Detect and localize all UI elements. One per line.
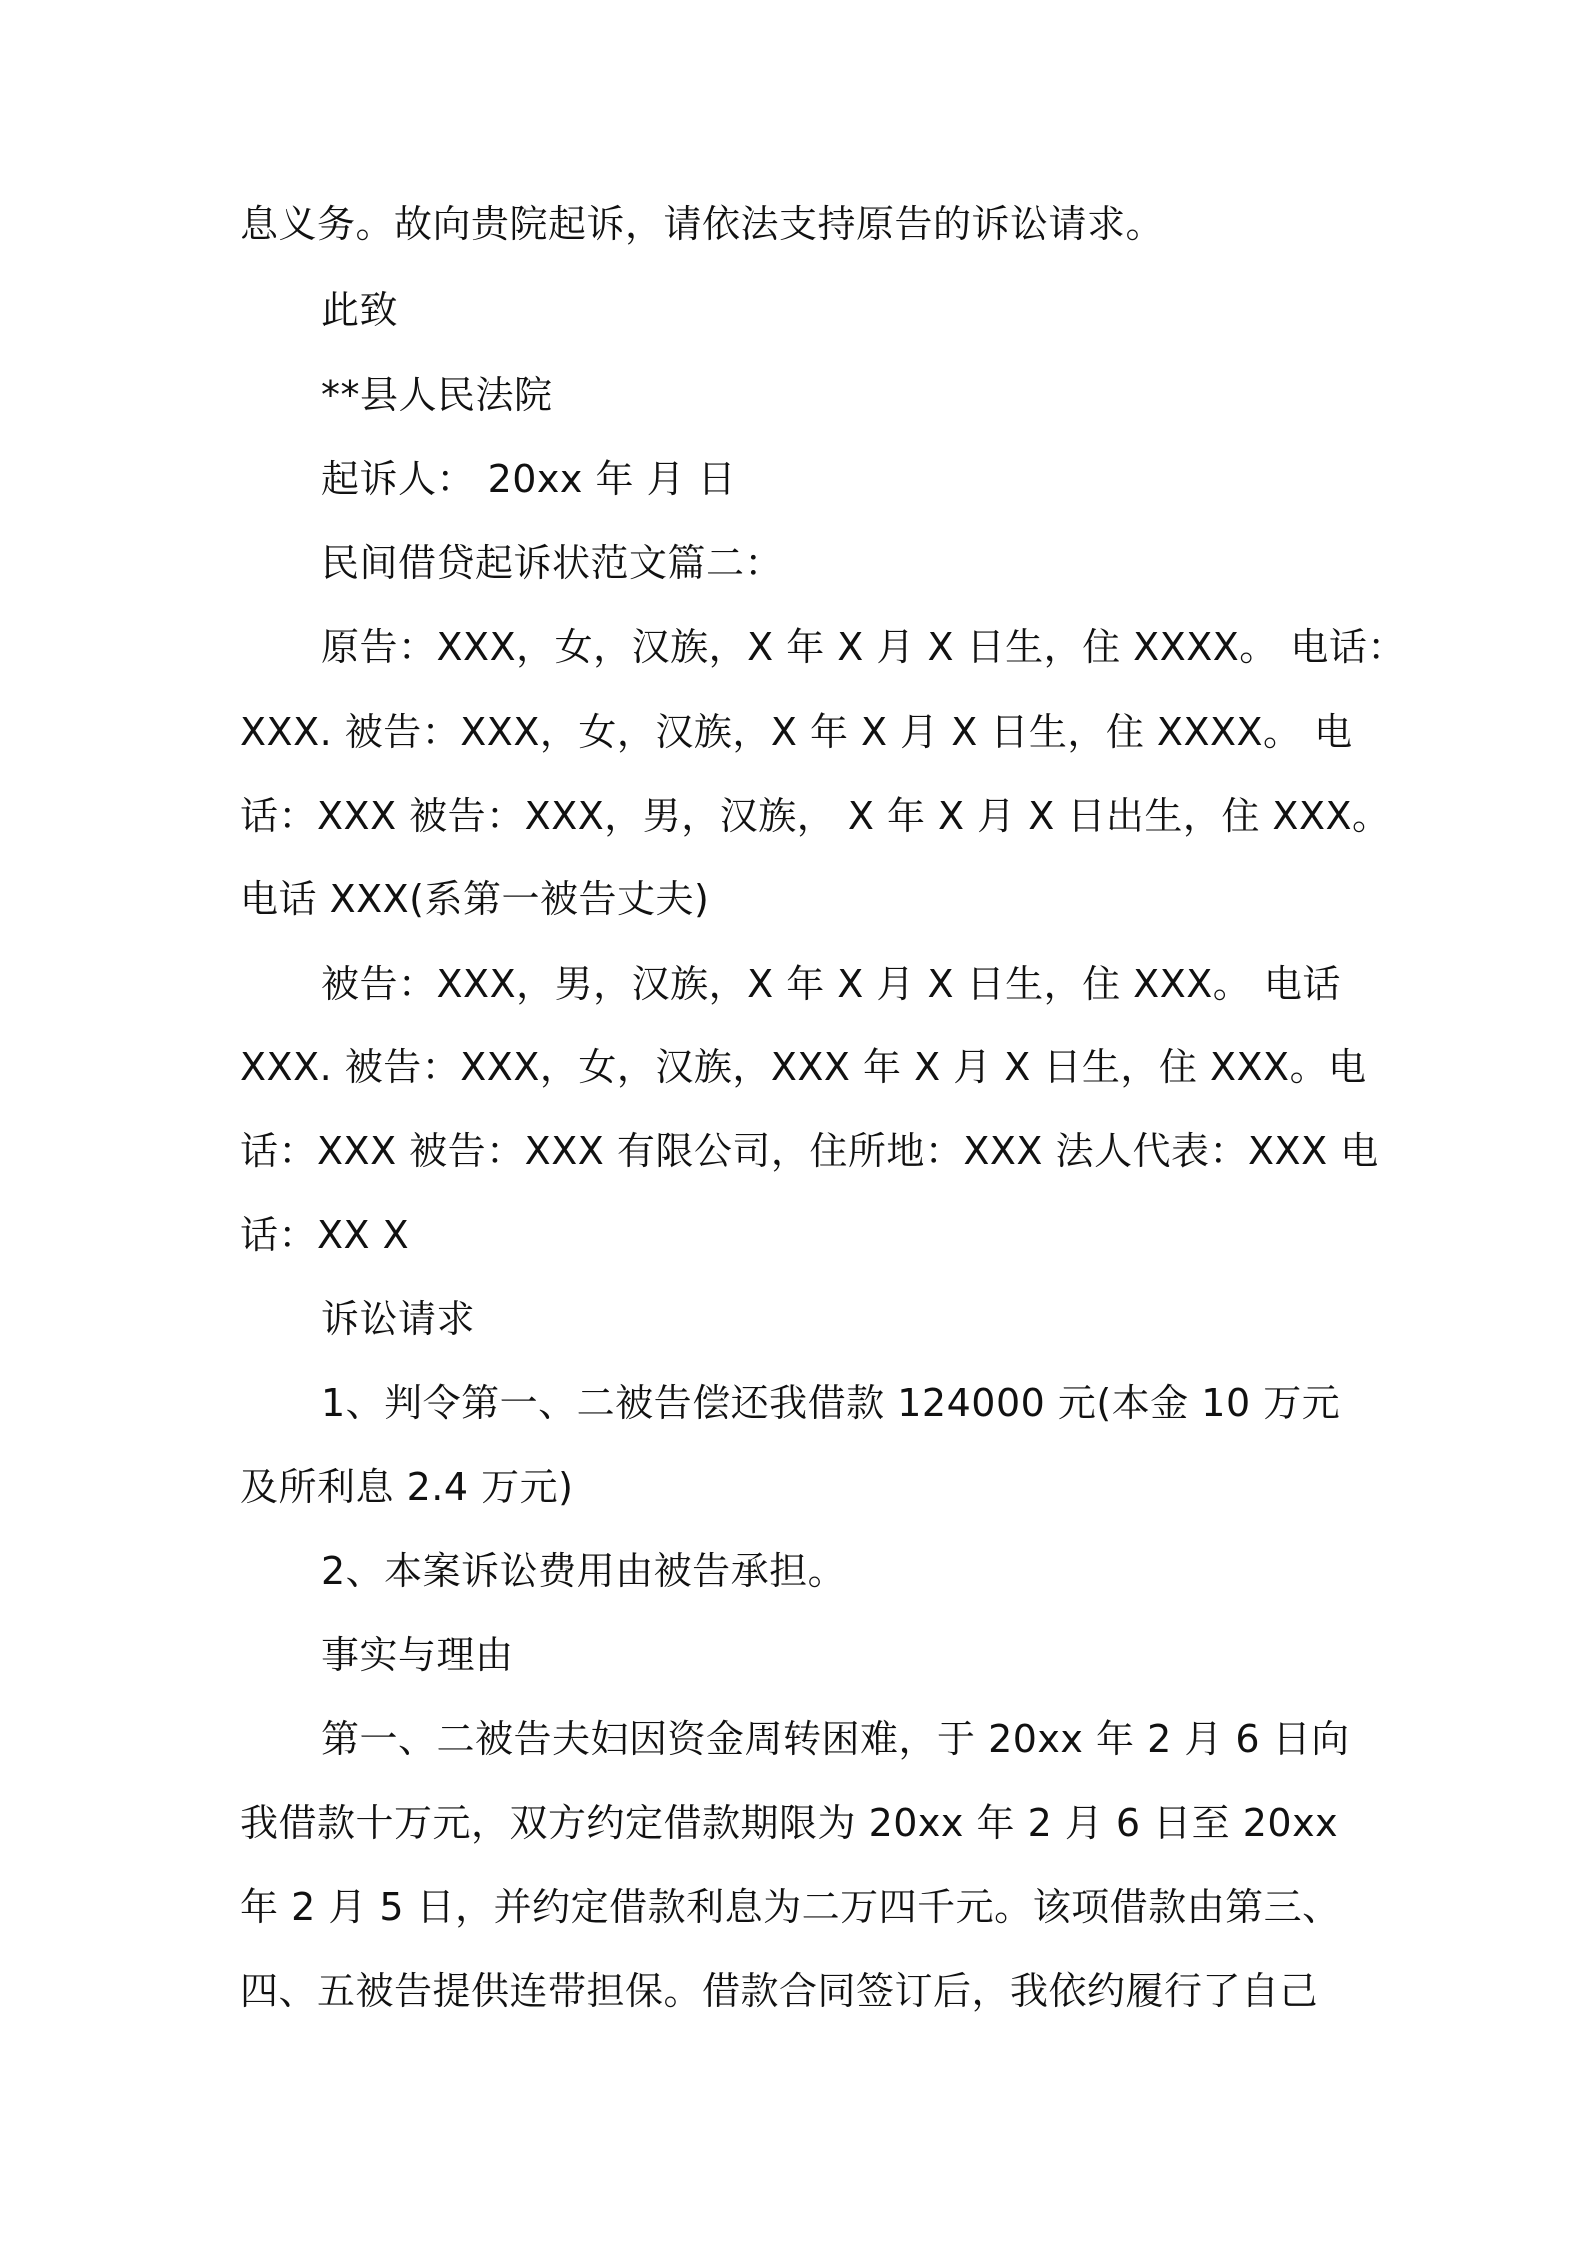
text-line: 第一、二被告夫妇因资金周转困难，于 20xx 年 2 月 6 日向 (321, 1717, 1350, 1761)
text-line: 息义务。故向贵院起诉，请依法支持原告的诉讼请求。 (240, 202, 1165, 246)
text-line: 话：XXX 被告：XXX 有限公司，住所地：XXX 法人代表：XXX 电 (240, 1129, 1379, 1173)
section-heading-facts: 事实与理由 (321, 1633, 514, 1677)
text-line: XXX. 被告：XXX，女，汉族，XXX 年 X 月 X 日生，住 XXX。电 (240, 1045, 1367, 1089)
text-line: 年 2 月 5 日，并约定借款利息为二万四千元。该项借款由第三、 (240, 1885, 1341, 1929)
text-line: 原告：XXX，女，汉族，X 年 X 月 X 日生，住 XXXX。 电话： (321, 625, 1406, 669)
text-line: 被告：XXX，男，汉族，X 年 X 月 X 日生，住 XXX。 电话 (321, 962, 1341, 1006)
text-line: 话：XX X (240, 1213, 410, 1257)
text-line-salutation: 此致 (321, 288, 399, 332)
claim-item-continuation: 及所利息 2.4 万元) (240, 1465, 574, 1509)
text-line: 话：XXX 被告：XXX，男，汉族， X 年 X 月 X 日出生，住 XXX。 (240, 794, 1391, 838)
section-title: 民间借贷起诉状范文篇二： (321, 541, 784, 585)
text-line: 四、五被告提供连带担保。借款合同签订后，我依约履行了自己 (240, 1969, 1319, 2013)
text-line: 电话 XXX(系第一被告丈夫) (240, 877, 710, 921)
text-line-signature-date: 起诉人： 20xx 年 月 日 (321, 457, 737, 501)
claim-item: 1、判令第一、二被告偿还我借款 124000 元(本金 10 万元 (321, 1381, 1341, 1425)
text-line-court: **县人民法院 (321, 373, 553, 417)
claim-item: 2、本案诉讼费用由被告承担。 (321, 1549, 847, 1593)
text-line: 我借款十万元，双方约定借款期限为 20xx 年 2 月 6 日至 20xx (240, 1801, 1339, 1845)
section-heading-claims: 诉讼请求 (321, 1297, 476, 1341)
text-line: XXX. 被告：XXX，女，汉族，X 年 X 月 X 日生，住 XXXX。 电 (240, 710, 1353, 754)
